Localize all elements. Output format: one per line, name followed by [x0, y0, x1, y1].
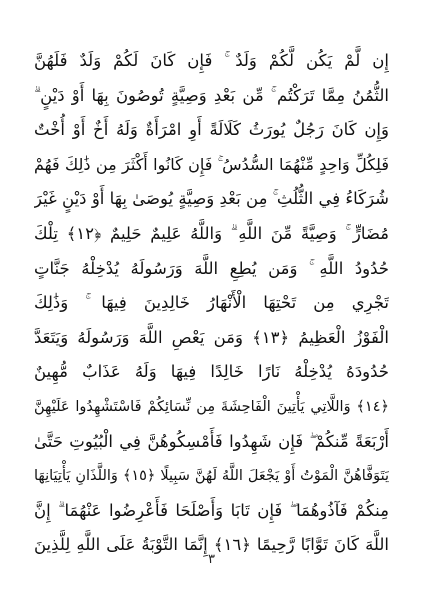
page-number: ٣	[208, 552, 215, 567]
text-line-15: اللَّهَ كَانَ تَوَّابًا رَّحِيمًا ﴿١٦﴾ إِنَّمَا التَّوْبَةُ عَلَى اللَّهِ لِلَّذِينَ	[34, 535, 389, 555]
text-line-12: أَرْبَعَةً مِّنكُمْ ۖ فَإِن شَهِدُوا فَأَمْسِكُوهُنَّ فِي الْبُيُوتِ حَتَّىٰ	[34, 431, 389, 451]
text-line-5: شُرَكَاءُ فِي الثُّلُثِ ۚ مِن بَعْدِ وَصِيَّةٍ يُوصَىٰ بِهَا أَوْ دَيْنٍ غَيْرَ	[34, 189, 389, 209]
text-line-7: حُدُودُ اللَّهِ ۚ وَمَن يُطِعِ اللَّهَ وَرَسُولَهُ يُدْخِلْهُ جَنَّاتٍ	[34, 258, 389, 278]
text-block	[34, 44, 389, 563]
text-line-1: إِن لَّمْ يَكُن لَّكُمْ وَلَدٌ ۚ فَإِن كَانَ لَكُمْ وَلَدٌ فَلَهُنَّ	[34, 51, 389, 70]
text-line-10: حُدُودَهُ يُدْخِلْهُ نَارًا خَالِدًا فِيهَا وَلَهُ عَذَابٌ مُّهِينٌ	[34, 362, 389, 382]
text-line-8: تَجْرِي مِن تَحْتِهَا الْأَنْهَارُ خَالِدِينَ فِيهَا ۚ وَذَٰلِكَ	[34, 293, 389, 313]
text-line-11: ﴿١٤﴾ وَاللَّاتِي يَأْتِينَ الْفَاحِشَةَ مِن نِّسَائِكُمْ فَاسْتَشْهِدُوا عَلَيْهِنَّ	[34, 398, 389, 415]
text-line-13: يَتَوَفَّاهُنَّ الْمَوْتُ أَوْ يَجْعَلَ اللَّهُ لَهُنَّ سَبِيلًا ﴿١٥﴾ وَاللَّذَانِ يَأْتِيَانِهَا	[34, 468, 389, 485]
text-line-2: الثُّمُنُ مِمَّا تَرَكْتُم ۚ مِّن بَعْدِ وَصِيَّةٍ تُوصُونَ بِهَا أَوْ دَيْنٍ ۗ	[34, 85, 389, 105]
text-line-3: وَإِن كَانَ رَجُلٌ يُورَثُ كَلَالَةً أَوِ امْرَأَةٌ وَلَهُ أَخٌ أَوْ أُخْتٌ	[34, 120, 389, 140]
text-line-9: الْفَوْزُ الْعَظِيمُ ﴿١٣﴾ وَمَن يَعْصِ اللَّهَ وَرَسُولَهُ وَيَتَعَدَّ	[34, 327, 389, 347]
text-line-4: فَلِكُلِّ وَاحِدٍ مِّنْهُمَا السُّدُسُ ۚ فَإِن كَانُوا أَكْثَرَ مِن ذَٰلِكَ فَهُمْ	[34, 154, 389, 174]
text-line-14: مِنكُمْ فَآذُوهُمَا ۖ فَإِن تَابَا وَأَصْلَحَا فَأَعْرِضُوا عَنْهُمَا ۗ إِنَّ	[34, 500, 389, 520]
text-line-6: مُضَارٍّ ۚ وَصِيَّةً مِّنَ اللَّهِ ۗ وَاللَّهُ عَلِيمٌ حَلِيمٌ ﴿١٢﴾ تِلْكَ	[34, 223, 389, 243]
